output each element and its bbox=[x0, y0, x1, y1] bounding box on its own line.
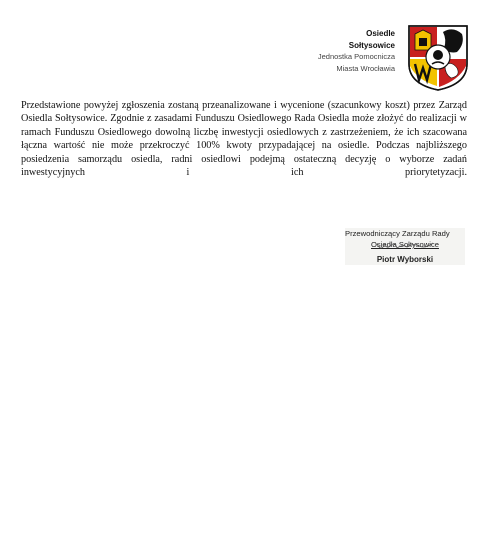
coat-of-arms-icon bbox=[407, 24, 469, 92]
signature-title-line1: Przewodniczący Zarządu Rady bbox=[345, 229, 450, 238]
org-subtitle-line2: Miasta Wrocławia bbox=[336, 63, 395, 73]
org-subtitle-line1: Jednostka Pomocnicza bbox=[317, 52, 395, 61]
org-name-line1: Osiedle bbox=[366, 29, 395, 38]
signature-block bbox=[345, 228, 465, 265]
organization-block bbox=[318, 28, 395, 74]
signature-title-line2: Osiedla Sołtysowice bbox=[371, 240, 439, 249]
signatory-name: Piotr Wyborski bbox=[376, 255, 434, 264]
body-paragraph: Przedstawione powyżej zgłoszenia zostaną przeanalizowane i wycenione (szacunkowy koszt) przez Zarząd Osiedla Sołtysowice. Zgodnie z zasadami Funduszu Osiedlowego Rada Osiedla może złożyć do realizacji w ramach Funduszu Osiedlowego dowolną liczbę inwestycji osiedlowych z zastrzeżeniem, że ich szacowana łączna wartość nie może przekroczyć 100% kwoty przypadającej na osiedle. Podczas najbliższego posiedzenia samorządu osiedla, radni osiedlowi podejmą ostateczną decyzję o wyborze zadań inwestycyjnych i ich priorytetyzacji. bbox=[21, 100, 467, 179]
org-name-line2: Sołtysowice bbox=[348, 40, 395, 50]
letterhead bbox=[318, 24, 469, 92]
